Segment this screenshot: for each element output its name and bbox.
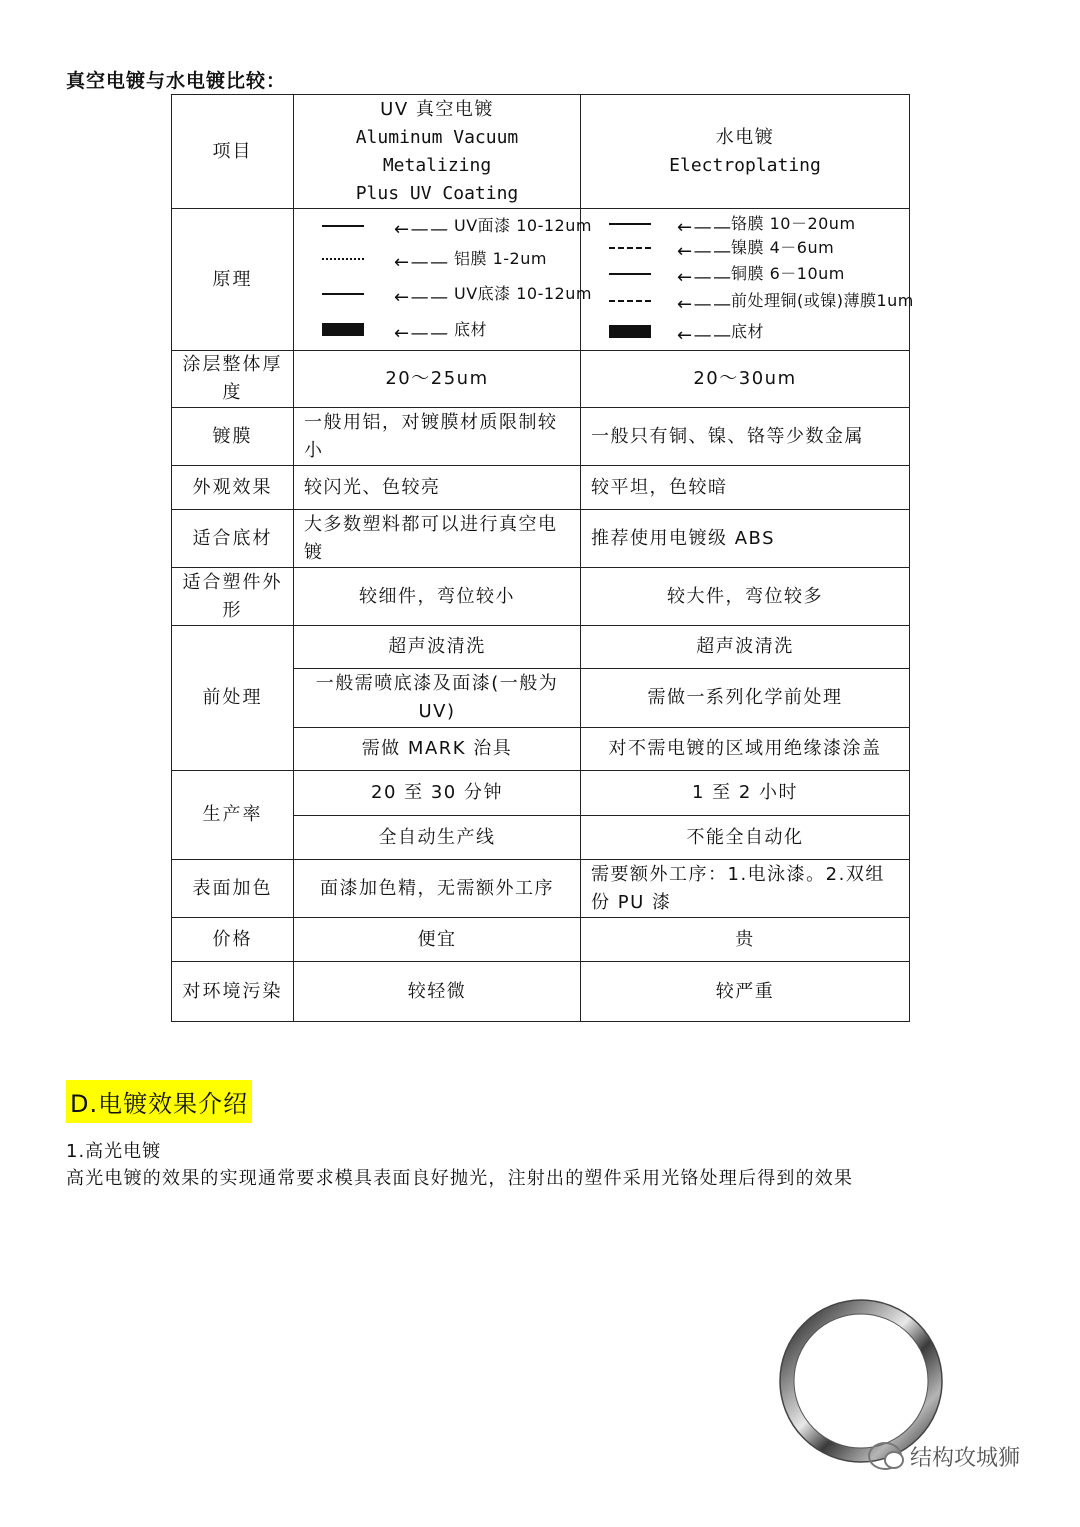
water-value: 1 至 2 小时 (581, 771, 910, 816)
layer-line-swatch (322, 323, 364, 336)
header-uv-line: Aluminum Vacuum (355, 126, 519, 148)
water-value: 较平坦，色较暗 (581, 466, 910, 510)
header-uv (294, 95, 581, 209)
uv-value: 较细件，弯位较小 (294, 568, 581, 626)
table-row-pollution (172, 962, 910, 1022)
layer-line-swatch (609, 325, 651, 338)
layer-line-swatch (609, 273, 651, 275)
row-label: 适合底材 (172, 510, 294, 568)
table-row-pretreat (172, 626, 910, 669)
row-label: 价格 (172, 918, 294, 962)
row-label: 对环境污染 (172, 962, 294, 1022)
header-item: 项目 (172, 95, 294, 209)
comparison-table (171, 94, 914, 1022)
uv-value: 20 至 30 分钟 (294, 771, 581, 816)
page-heading: 真空电镀与水电镀比较： (66, 70, 287, 92)
section-d-title: D.电镀效果介绍 (66, 1080, 252, 1123)
header-water-line: 水电镀 (715, 126, 775, 148)
table-row-shape (172, 568, 910, 626)
uv-layer-row (304, 245, 570, 273)
header-water (581, 95, 910, 209)
left-arrow-icon: ←—— (677, 216, 733, 238)
water-value: 需要额外工序：1.电泳漆。2.双组份 PU 漆 (581, 860, 910, 918)
water-value: 推荐使用电镀级 ABS (581, 510, 910, 568)
left-arrow-icon: ←—— (677, 324, 733, 346)
uv-layer-list (304, 210, 592, 350)
layer-line-swatch (322, 225, 364, 227)
uv-layer-row (304, 212, 592, 240)
layer-label: 铜膜 6－10um (731, 263, 845, 283)
header-uv-line: Plus UV Coating (355, 182, 519, 204)
left-arrow-icon: ←—— (677, 266, 733, 288)
uv-value: 便宜 (294, 918, 581, 962)
principle-label: 原理 (172, 209, 294, 351)
water-value: 需做一系列化学前处理 (581, 669, 910, 728)
uv-value: 超声波清洗 (294, 626, 581, 669)
layer-line-swatch (609, 300, 651, 302)
water-value: 不能全自动化 (581, 816, 910, 860)
water-value: 20～30um (581, 351, 910, 408)
table-row-productivity (172, 771, 910, 816)
row-label: 涂层整体厚度 (172, 351, 294, 408)
left-arrow-icon: ←—— (677, 293, 733, 315)
layer-label: 铝膜 1-2um (454, 248, 547, 268)
wechat-icon (868, 1442, 902, 1470)
watermark (868, 1438, 1020, 1474)
uv-value: 一般需喷底漆及面漆(一般为 UV) (294, 669, 581, 728)
table-row-color (172, 860, 910, 918)
row-label: 生产率 (172, 771, 294, 860)
uv-value: 20～25um (294, 351, 581, 408)
layer-label: 前处理铜(或镍)薄膜1um (731, 290, 914, 310)
table-row-substrate (172, 510, 910, 568)
water-value: 一般只有铜、镍、铬等少数金属 (581, 408, 910, 466)
header-uv-line: Metalizing (382, 154, 492, 176)
left-arrow-icon: ←—— (394, 218, 450, 240)
header-uv-line: UV 真空电镀 (380, 98, 494, 120)
row-label: 表面加色 (172, 860, 294, 918)
water-layer-list (591, 210, 914, 350)
uv-value: 较闪光、色较亮 (294, 466, 581, 510)
layer-line-swatch (609, 223, 651, 225)
water-layer-row (591, 234, 899, 262)
table-row-price (172, 918, 910, 962)
section-d-paragraph: 高光电镀的效果的实现通常要求模具表面良好抛光，注射出的塑件采用光铬处理后得到的效果 (66, 1168, 854, 1189)
layer-label: 底材 (731, 321, 765, 341)
row-label: 前处理 (172, 626, 294, 771)
uv-layer-row (304, 316, 570, 344)
watermark-text: 结构攻城狮 (910, 1445, 1021, 1471)
table-row-thickness (172, 351, 910, 408)
header-water-line: Electroplating (669, 154, 821, 176)
table-row-appearance (172, 466, 910, 510)
left-arrow-icon: ←—— (394, 286, 450, 308)
water-layer-row (591, 260, 899, 288)
layer-label: UV面漆 10-12um (454, 215, 592, 235)
water-value: 超声波清洗 (581, 626, 910, 669)
layer-label: UV底漆 10-12um (454, 283, 592, 303)
layer-label: 底材 (454, 319, 488, 339)
water-value: 较大件，弯位较多 (581, 568, 910, 626)
table-row-principle (172, 209, 910, 351)
layer-line-swatch (609, 247, 651, 249)
water-value: 较严重 (581, 962, 910, 1022)
water-value: 贵 (581, 918, 910, 962)
uv-value: 全自动生产线 (294, 816, 581, 860)
uv-layer-row (304, 280, 592, 308)
row-label: 适合塑件外形 (172, 568, 294, 626)
layer-label: 镍膜 4－6um (731, 237, 835, 257)
layer-label: 铬膜 10－20um (731, 213, 856, 233)
principle-uv-diagram (294, 209, 592, 351)
table-header-row (172, 95, 910, 209)
uv-value: 一般用铝，对镀膜材质限制较小 (294, 408, 581, 466)
uv-value: 大多数塑料都可以进行真空电镀 (294, 510, 581, 568)
left-arrow-icon: ←—— (677, 240, 733, 262)
section-d-subtitle: 1.高光电镀 (66, 1141, 162, 1162)
row-label: 镀膜 (172, 408, 294, 466)
water-value: 对不需电镀的区域用绝缘漆涂盖 (581, 728, 910, 771)
water-layer-row (591, 318, 899, 346)
uv-value: 面漆加色精，无需额外工序 (294, 860, 581, 918)
uv-value: 需做 MARK 治具 (294, 728, 581, 771)
left-arrow-icon: ←—— (394, 322, 450, 344)
layer-line-swatch (322, 258, 364, 260)
table-row-film (172, 408, 910, 466)
left-arrow-icon: ←—— (394, 251, 450, 273)
water-layer-row (591, 287, 914, 315)
row-label: 外观效果 (172, 466, 294, 510)
layer-line-swatch (322, 293, 364, 295)
principle-water-diagram (581, 209, 914, 351)
uv-value: 较轻微 (294, 962, 581, 1022)
